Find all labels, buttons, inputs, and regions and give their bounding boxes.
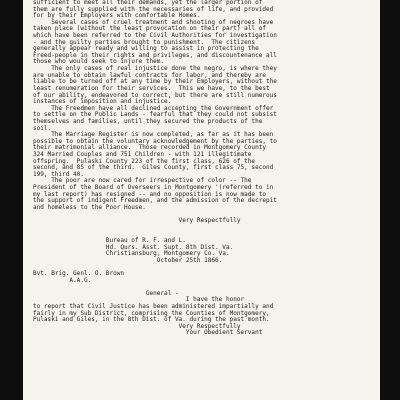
text-line: the support of indigent Freedmen, and the admission of the decrepit: [33, 197, 277, 205]
text-line: Very Respectfully: [33, 322, 241, 330]
text-line: to settle on the Public Lands - fearful that they could not subsist: [33, 111, 277, 119]
text-line: Freed-people in their rights and privileges, and discountenance all: [33, 51, 277, 59]
text-line: - and the guilty parties brought to punishment. The citizens: [33, 38, 256, 46]
text-line: instances of imposition and injustice.: [33, 98, 172, 106]
text-line: them are fully supplied with the necessaries of life, and provided: [33, 5, 274, 13]
text-line: Several cases of cruel treatment and shooting of negroes have: [33, 18, 274, 26]
text-line: 199, third 40.: [33, 170, 84, 178]
text-line: are unable to obtain lawful contracts for labor, and thereby are: [33, 71, 266, 79]
text-line: sufficient to meet all their demands, yet the larger portion of: [33, 0, 263, 6]
text-line: 324 Married Couples and 751 Children - with 121 illegitimate: [33, 151, 252, 159]
text-line: Your Obedient Servant: [33, 329, 263, 337]
text-line: The only cases of real injustice done the negro, is where they: [33, 65, 277, 73]
text-line: of our ability, endeavored to correct, but there are still numerous: [33, 91, 277, 99]
text-line: their matrimonial alliance. Those recorded in Montgomery County: [33, 144, 266, 152]
text-line: The Freedmen have all declined accepting the Government offer: [33, 104, 274, 112]
text-line: Bureau of R. F. and L.: [33, 236, 186, 244]
text-line: October 25th 1866.: [33, 256, 223, 264]
document-page: [23, 0, 380, 400]
text-line: The poor are now cared for irrespective of color -- The: [33, 177, 252, 185]
text-line: Christiansburg, Montgomery Co. Va.: [33, 250, 230, 258]
text-line: I have the honor: [33, 296, 245, 304]
letter-body: [33, 0, 373, 337]
text-line: Hd. Qurs. Asst. Supt. 8th Dist. Va.: [33, 243, 234, 251]
text-line: second, and 85 of the third. Giles County, first class 75, second: [33, 164, 274, 172]
text-line: generally appear ready and willing to assist in protecting the: [33, 45, 259, 53]
text-line: and homeless to the Poor House.: [33, 203, 146, 211]
text-line: Very Respectfully: [33, 217, 241, 225]
text-line: fairly in my Sub District, comprising the Counties of Montgomery,: [33, 309, 270, 317]
text-line: The Marriage Register is now completed, as far as it has been: [33, 131, 274, 139]
text-line: those who would seek to injure them.: [33, 58, 165, 66]
text-line: least renumeration for their services. This we have, to the best: [33, 84, 270, 92]
text-line: to report that Civil Justice has been administered impartially and: [33, 303, 274, 311]
blank-line: [33, 225, 373, 232]
text-line: which have been referred to the Civil Authorities for investigation: [33, 32, 277, 40]
text-line: General -: [33, 289, 179, 297]
text-line: taken place (without the least provocation on their part) all of: [33, 25, 266, 33]
text-line: themselves and families, until they secured the products of the: [33, 117, 263, 125]
text-line: A.A.G.: [33, 276, 92, 284]
text-line: for by their Employers with comfortable Homes.: [33, 12, 201, 20]
text-line: Bvt. Brig. Genl. O. Brown: [33, 269, 125, 277]
text-line: soil.: [33, 124, 52, 132]
text-line: Pulaski and Giles, in the 8th Dist. of Va. during the past month.: [33, 316, 270, 324]
text-line: President of the Board of Overseers in Montgomery '(referred to in: [33, 184, 274, 192]
text-line: offspring. Pulaski County 223 of the first class, 626 of the: [33, 157, 256, 165]
text-line: liable to be turned off at any time by their Employers, without the: [33, 78, 277, 86]
text-line: possible to obtain the voluntary acknowledgement by the parties, to: [33, 137, 277, 145]
text-line: my last report) has resigned -- and no opposition is now made to: [33, 190, 266, 198]
